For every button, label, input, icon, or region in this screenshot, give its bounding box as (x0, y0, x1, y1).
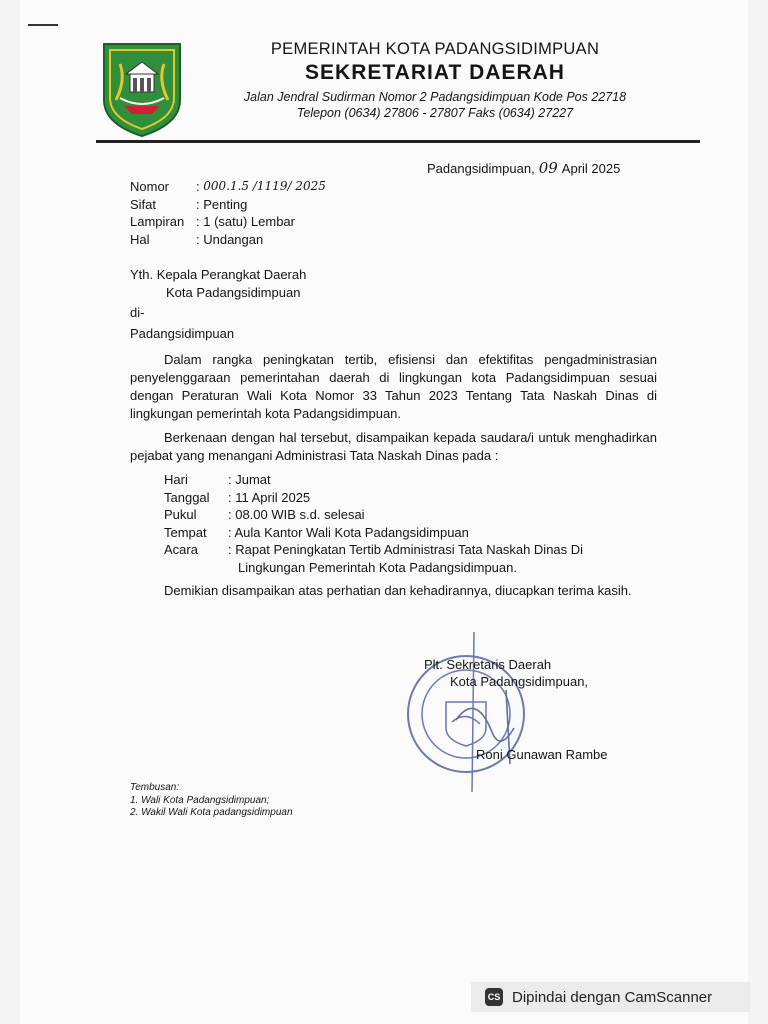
sifat-label: Sifat (130, 196, 157, 212)
tembusan-item: 1. Wali Kota Padangsidimpuan; (130, 794, 270, 806)
pukul-value: : 08.00 WIB s.d. selesai (228, 507, 365, 522)
letter-date (427, 159, 620, 177)
acara-value (228, 541, 657, 576)
camscanner-text: Dipindai dengan CamScanner (512, 988, 713, 1006)
addressee-line: Kota Padangsidimpuan (166, 284, 301, 300)
acara-value-line2: Lingkungan Pemerintah Kota Padangsidimpuan. (238, 559, 517, 575)
body-paragraph: Berkenaan dengan hal tersebut, disampaikan kepada saudara/i untuk menghadirkan pejabat yang menangani Administrasi Tata Naskah Dinas pada : (130, 430, 657, 463)
letter-body (130, 351, 657, 465)
nomor-value: 000.1.5 /1119/ 2025 (203, 179, 326, 193)
hal-value: : Undangan (196, 231, 264, 247)
tembusan-item: 2. Wakil Wali Kota padangsidimpuan (130, 807, 293, 818)
addressee-line: Padangsidimpuan (130, 325, 235, 341)
signatory-name: Roni Gunawan Rambe (476, 747, 608, 762)
letterhead-address: Jalan Jendral Sudirman Nomor 2 Padangsidimpuan Kode Pos 22718 (243, 90, 627, 104)
lampiran-label: Lampiran (130, 214, 185, 229)
city-emblem-icon (96, 40, 188, 138)
pukul-label: Pukul (164, 507, 197, 522)
signature-city: Kota Padangsidimpuan, (450, 674, 589, 689)
tanggal-label: Tanggal (164, 489, 210, 505)
hari-label: Hari (164, 472, 188, 487)
nomor-sep: : (196, 179, 200, 194)
tanggal-value: : 11 April 2025 (228, 489, 311, 505)
camscanner-watermark (471, 982, 750, 1012)
addressee-line: di- (130, 305, 145, 320)
letterhead (200, 40, 670, 120)
addressee (130, 266, 306, 342)
sifat-value: : Penting (196, 196, 248, 212)
signature-block (424, 656, 588, 690)
lampiran-value: : 1 (satu) Lembar (196, 214, 295, 229)
nomor-label: Nomor (130, 179, 170, 194)
tembusan (130, 782, 293, 820)
hal-label: Hal (130, 231, 150, 247)
body-paragraph: Dalam rangka peningkatan tertib, efisiensi dan efektifitas pengadministrasian penyelenggaraan pemerintahan daerah di lingkungan kota Padangsidimpuan sesuai dengan Peraturan Wali Kota Nomor 33 Tahun 2023 Tentang Tata Naskah Dinas di lingkungan pemerintah kota Padangsidimpuan. (130, 352, 657, 421)
letterhead-unit: SEKRETARIAT DAERAH (305, 61, 565, 84)
date-day: 09 (538, 159, 558, 177)
acara-value-line1: : Rapat Peningkatan Tertib Administrasi Tata Naskah Dinas Di (228, 542, 584, 557)
tempat-label: Tempat (164, 524, 207, 540)
closing-paragraph: Demikian disampaikan atas perhatian dan kehadirannya, diucapkan terima kasih. (164, 583, 632, 598)
tempat-value: : Aula Kantor Wali Kota Padangsidimpuan (228, 524, 469, 540)
letterhead-phone: Telepon (0634) 27806 - 27807 Faks (0634) 27227 (296, 106, 574, 120)
date-place: Padangsidimpuan, (427, 161, 535, 176)
letter-meta (130, 178, 326, 248)
addressee-line: Yth. Kepala Perangkat Daerah (130, 267, 307, 282)
letterhead-divider (96, 140, 700, 143)
signature-title: Plt. Sekretaris Daerah (424, 657, 552, 672)
tembusan-label: Tembusan: (130, 782, 180, 793)
camscanner-icon: CS (485, 988, 503, 1006)
hari-value: : Jumat (228, 472, 271, 487)
acara-label: Acara (164, 542, 198, 557)
scan-mark (28, 24, 58, 26)
letterhead-org: PEMERINTAH KOTA PADANGSIDIMPUAN (270, 40, 600, 58)
date-month-year: April 2025 (561, 161, 621, 176)
event-details (164, 471, 657, 576)
